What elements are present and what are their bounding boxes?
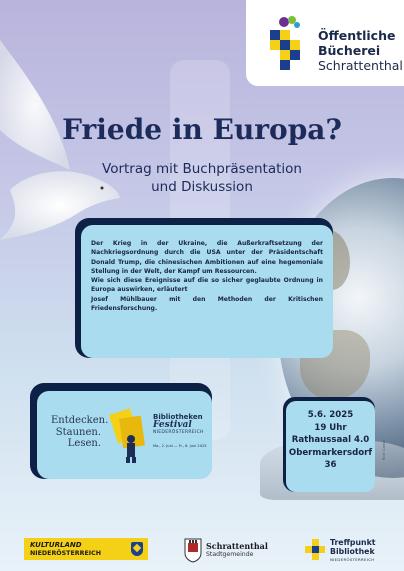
subtitle-line-1: Vortrag mit Buchpräsentation (102, 161, 302, 177)
kulturland-text-2: NIEDERÖSTERREICH (30, 549, 102, 557)
footer (0, 520, 404, 571)
festival-figure-icon (105, 405, 155, 465)
subtitle-line-2: und Diskussion (151, 179, 253, 195)
festival-slogan-2: Staunen. (55, 426, 101, 438)
noe-shield-icon (131, 542, 143, 556)
description-box (81, 225, 333, 358)
image-credit: Bild: Canva (382, 439, 386, 460)
schrattenthal-text: Schrattenthal (206, 541, 268, 551)
treffpunkt-text-2: Bibliothek (330, 547, 375, 556)
library-logo-icon (266, 14, 306, 74)
treffpunkt-logo-icon (304, 538, 326, 562)
event-venue: Rathaussaal 4.0 (291, 435, 370, 445)
logo-line-2: Bücherei (318, 43, 381, 58)
festival-title (153, 413, 207, 450)
kulturland-text-1: KULTURLAND (30, 541, 82, 549)
festival-slogan-1: Entdecken. (51, 415, 109, 426)
festival-box (37, 391, 212, 479)
event-place: Obermarkersdorf 36 (288, 447, 373, 470)
kulturland-logo (24, 538, 148, 560)
event-time: 19 Uhr (314, 422, 347, 433)
event-title: Friede in Europa? (62, 113, 342, 146)
stadtgemeinde-text: Stadtgemeinde (206, 551, 254, 558)
library-logo-text (318, 28, 403, 73)
event-subtitle (0, 160, 404, 196)
description-paragraph-2: Wie sich diese Ereignisse auf die so sicher geglaubte Ordnung in Europa auswirken, erläutert (91, 277, 323, 294)
festival-slogan (51, 415, 109, 450)
treffpunkt-title (330, 538, 376, 556)
festival-slogan-3: Lesen. (67, 438, 101, 449)
festival-name-1: Bibliotheken (153, 413, 203, 421)
schrattenthal-logo (184, 537, 268, 565)
logo-line-1: Öffentliche (318, 28, 396, 43)
event-date: 5.6. 2025 (307, 410, 354, 420)
festival-region: NIEDERÖSTERREICH (153, 430, 204, 435)
town-crest-icon (184, 537, 202, 563)
treffpunkt-logo (304, 536, 394, 566)
description-paragraph-3: Josef Mühlbauer mit den Methoden der Kritischen Friedensforschung. (91, 295, 323, 313)
treffpunkt-region: NIEDERÖSTERREICH (330, 557, 375, 562)
logo-line-3: Schrattenthal (318, 58, 403, 73)
festival-name-2: Festival (153, 420, 192, 430)
event-info-box (286, 401, 375, 492)
library-logo (246, 0, 404, 86)
festival-dates: Mo., 2. Juni — Fr., 6. Juni 2025 (153, 444, 207, 448)
description-paragraph-1: Der Krieg in der Ukraine, die Außerkraftsetzung der Nachkriegsordnung durch die USA unter der Präsidentschaft Donald Trump, die chinesischen Ambitionen auf eine hegemoniale Stellung in der Welt, der Kampf um Ressourcen. (91, 240, 323, 275)
treffpunkt-text-1: Treffpunkt (330, 538, 376, 547)
